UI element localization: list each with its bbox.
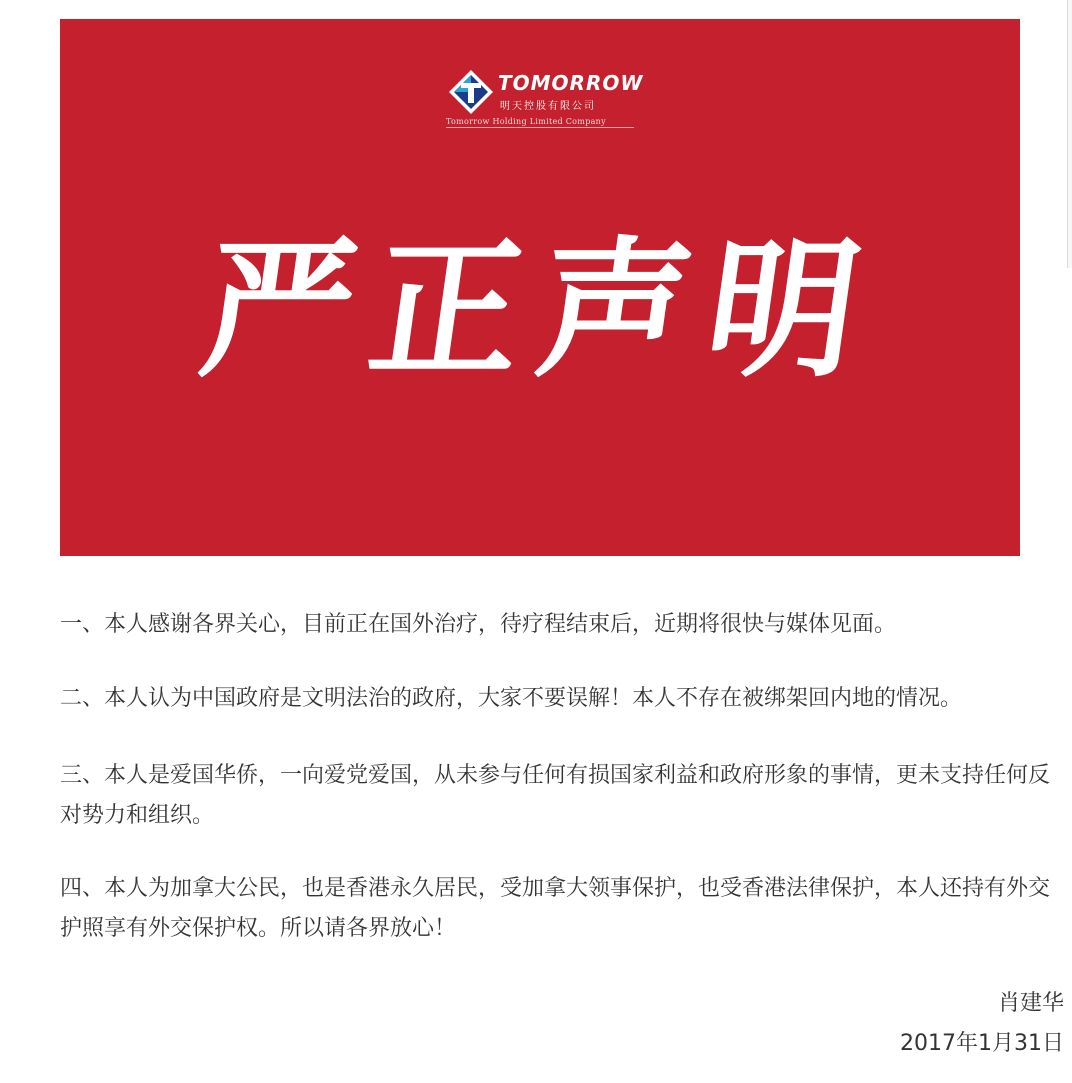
logo-name-text: TOMORROW <box>498 71 644 95</box>
statement-paragraph-1: 一、本人感谢各界关心，目前正在国外治疗，待疗程结束后，近期将很快与媒体见面。 <box>60 612 897 637</box>
tomorrow-logo-icon <box>448 69 494 115</box>
logo-divider <box>446 127 634 128</box>
banner-title: 严正声明 <box>191 222 889 398</box>
signature-name: 肖建华 <box>997 991 1064 1016</box>
statement-banner-image <box>60 19 1020 556</box>
signature-date: 2017年1月31日 <box>900 1031 1064 1056</box>
company-logo <box>446 69 644 149</box>
logo-chinese-name: 明天控股有限公司 <box>500 101 596 112</box>
statement-paragraph-3: 三、本人是爱国华侨，一向爱党爱国，从未参与任何有损国家利益和政府形象的事情，更未支持任何反对势力和组织。 <box>60 763 1051 828</box>
signature-block <box>900 984 1064 1064</box>
scrollbar[interactable] <box>1067 0 1072 268</box>
statement-paragraph-4: 四、本人为加拿大公民，也是香港永久居民，受加拿大领事保护，也受香港法律保护，本人还持有外交护照享有外交保护权。所以请各界放心！ <box>60 876 1051 941</box>
statement-paragraph-2: 二、本人认为中国政府是文明法治的政府，大家不要误解！本人不存在被绑架回内地的情况。 <box>60 686 963 711</box>
logo-english-name: Tomorrow Holding Limited Company <box>446 117 606 126</box>
